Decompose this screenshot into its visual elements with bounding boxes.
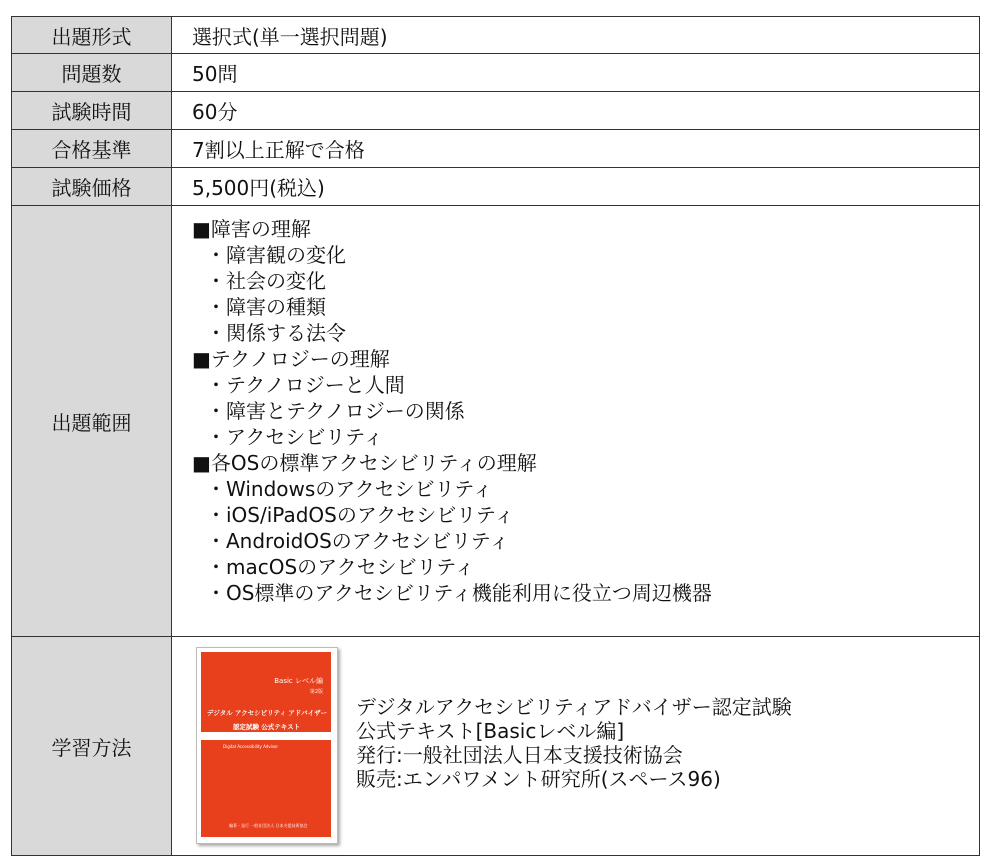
book-cover-title-line1: デジタル アクセシビリティ アドバイザー bbox=[207, 709, 328, 717]
table-row bbox=[12, 54, 980, 92]
row-value-question-count: 50問 bbox=[172, 54, 980, 92]
scope-item: ・macOSのアクセシビリティ bbox=[206, 555, 475, 579]
scope-item: ・社会の変化 bbox=[206, 269, 326, 293]
book-cover-publisher: 編著・発行 一般社団法人 日本支援技術協会 bbox=[229, 823, 308, 828]
scope-item: ・OS標準のアクセシビリティ機能利用に役立つ周辺機器 bbox=[206, 581, 712, 605]
table-row bbox=[12, 637, 980, 856]
table-row bbox=[12, 130, 980, 168]
exam-info-table-wrapper bbox=[11, 16, 979, 856]
book-cover-top-band bbox=[201, 652, 331, 732]
row-value-duration: 60分 bbox=[172, 92, 980, 130]
exam-info-table bbox=[11, 16, 980, 856]
row-label-pass-criteria: 合格基準 bbox=[12, 130, 172, 168]
scope-item: ・障害の種類 bbox=[206, 295, 326, 319]
book-cover-bottom-band bbox=[201, 740, 331, 837]
table-row bbox=[12, 168, 980, 206]
scope-item: ・AndroidOSのアクセシビリティ bbox=[206, 529, 510, 553]
book-info-line: 公式テキスト[Basicレベル編] bbox=[356, 719, 625, 743]
scope-section-title: ■障害の理解 bbox=[192, 217, 311, 241]
book-cover-level: Basic レベル編 bbox=[274, 677, 323, 685]
table-row bbox=[12, 206, 980, 637]
scope-item: ・iOS/iPadOSのアクセシビリティ bbox=[206, 503, 515, 527]
row-label-format: 出題形式 bbox=[12, 17, 172, 54]
row-label-duration: 試験時間 bbox=[12, 92, 172, 130]
scope-item: ・障害とテクノロジーの関係 bbox=[206, 399, 465, 423]
scope-item: ・アクセシビリティ bbox=[206, 425, 384, 449]
table-row bbox=[12, 17, 980, 54]
row-label-scope: 出題範囲 bbox=[12, 206, 172, 637]
scope-item: ・テクノロジーと人間 bbox=[206, 373, 405, 397]
book-info-line: デジタルアクセシビリティアドバイザー認定試験 bbox=[356, 695, 792, 719]
scope-item: ・関係する法令 bbox=[206, 321, 346, 345]
book-cover-subtitle: Digital Accessibility Advisor bbox=[223, 744, 278, 749]
scope-item: ・障害観の変化 bbox=[206, 243, 346, 267]
scope-list bbox=[172, 206, 980, 637]
scope-item: ・Windowsのアクセシビリティ bbox=[206, 477, 493, 501]
book-info-line: 販売:エンパワメント研究所(スペース96) bbox=[356, 767, 721, 791]
book-cover-title-line2: 認定試験 公式テキスト bbox=[233, 723, 301, 731]
book-info bbox=[356, 695, 792, 791]
book-info-line: 発行:一般社団法人日本支援技術協会 bbox=[356, 743, 683, 767]
row-value-price: 5,500円(税込) bbox=[172, 168, 980, 206]
table-row bbox=[12, 92, 980, 130]
row-label-price: 試験価格 bbox=[12, 168, 172, 206]
row-value-format: 選択式(単一選択問題) bbox=[172, 17, 980, 54]
row-label-study: 学習方法 bbox=[12, 637, 172, 856]
study-cell bbox=[172, 637, 980, 856]
scope-section-title: ■テクノロジーの理解 bbox=[192, 347, 390, 371]
book-cover-edition: 第2版 bbox=[309, 689, 323, 695]
row-label-question-count: 問題数 bbox=[12, 54, 172, 92]
scope-section-title: ■各OSの標準アクセシビリティの理解 bbox=[192, 451, 537, 475]
book-cover-image bbox=[196, 647, 338, 844]
row-value-pass-criteria: 7割以上正解で合格 bbox=[172, 130, 980, 168]
